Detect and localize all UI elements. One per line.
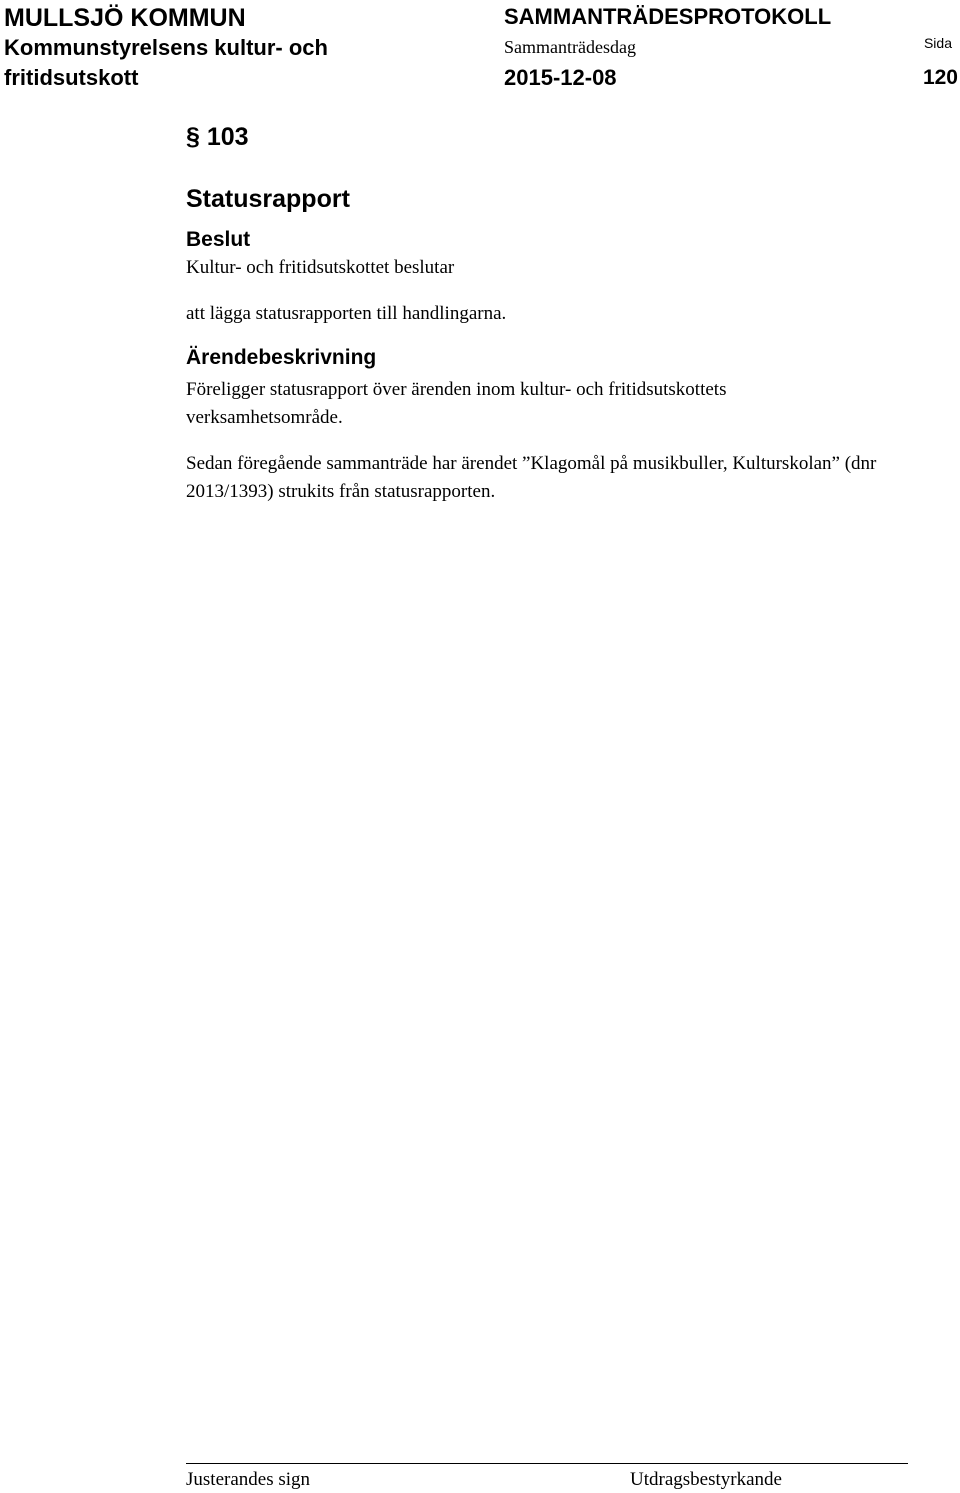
footer-certification-label: Utdragsbestyrkande bbox=[630, 1469, 782, 1490]
page-number: 120 bbox=[922, 66, 958, 89]
section-title: Statusrapport bbox=[186, 185, 350, 213]
meeting-date-label: Sammanträdesdag bbox=[504, 37, 636, 57]
decision-heading: Beslut bbox=[186, 228, 251, 251]
footer-signature-label: Justerandes sign bbox=[186, 1469, 311, 1490]
organization-name: MULLSJÖ KOMMUN bbox=[4, 4, 246, 32]
description-heading: Ärendebeskrivning bbox=[186, 346, 377, 369]
committee-name-line-1: Kommunstyrelsens kultur- och bbox=[4, 35, 328, 60]
meeting-date: 2015-12-08 bbox=[504, 65, 617, 90]
description-paragraph: Föreligger statusrapport över ärenden inom kultur- och fritidsutskottets verksamhetsområde. bbox=[186, 379, 727, 428]
page-label: Sida bbox=[923, 35, 952, 51]
description-paragraph: Sedan föregående sammanträde har ärendet ”Klagomål på musikbuller, Kulturskolan” (dnr 2013/1393) strukits från statusrapporten. bbox=[186, 453, 877, 502]
document-type: SAMMANTRÄDESPROTOKOLL bbox=[504, 4, 832, 29]
decision-intro: Kultur- och fritidsutskottet beslutar bbox=[186, 257, 455, 278]
footer-divider bbox=[186, 1463, 908, 1464]
committee-name-line-2: fritidsutskott bbox=[4, 65, 139, 90]
section-number: § 103 bbox=[186, 123, 249, 151]
decision-text: att lägga statusrapporten till handlingarna. bbox=[186, 303, 507, 324]
